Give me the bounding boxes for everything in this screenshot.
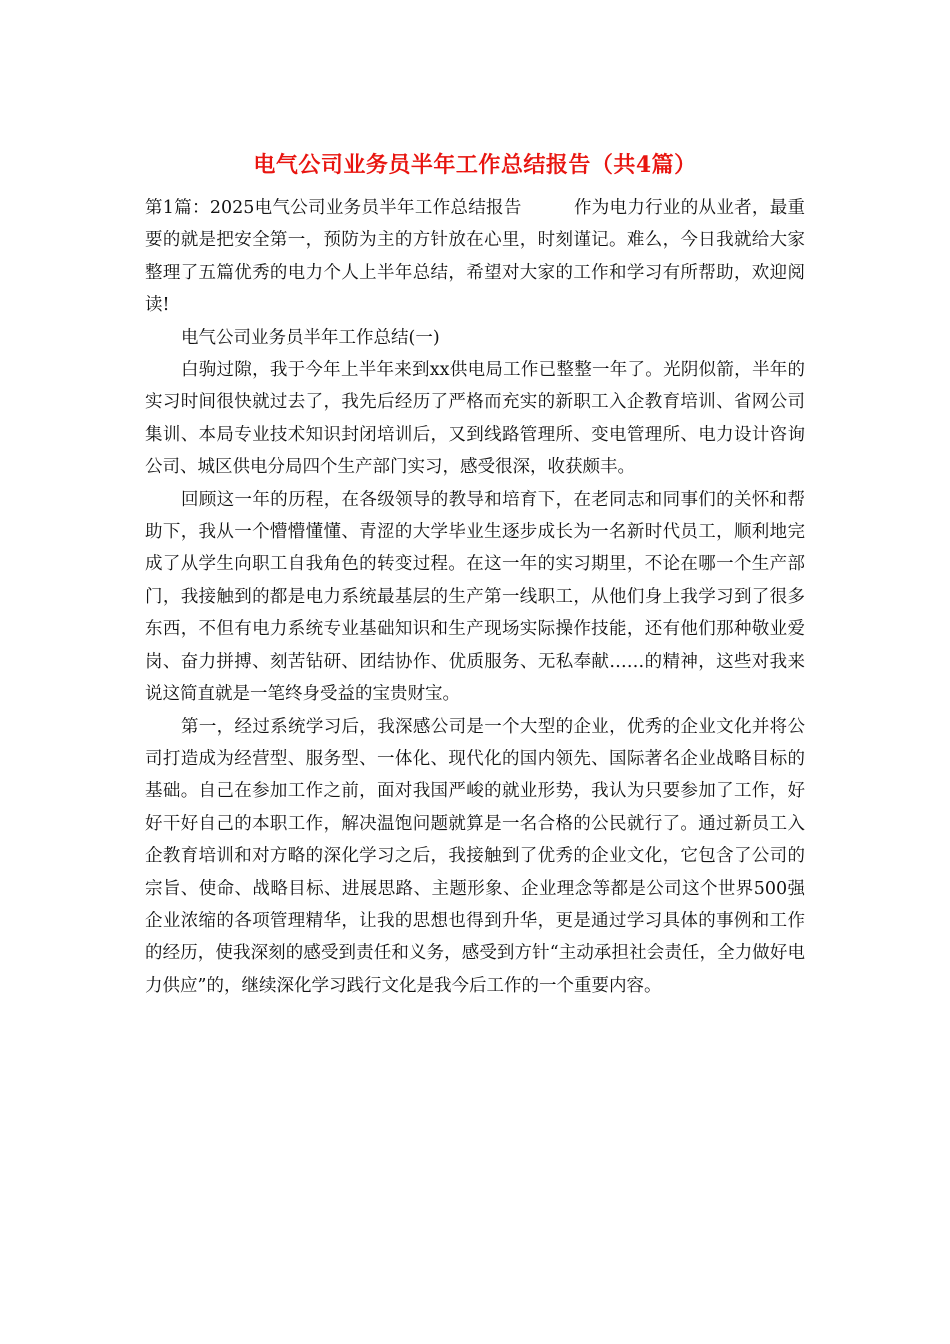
- intro-text: 作为电力行业的从业者，最重要的就是把安全第一，预防为主的方针放在心里，时刻谨记。难么，今日我就给大家整理了五篇优秀的电力个人上半年总结，希望对大家的工作和学习有所帮助，欢迎阅读!: [145, 198, 806, 316]
- intro-heading: 第1篇：2025电气公司业务员半年工作总结报告: [145, 198, 522, 218]
- body-paragraph-1: 白驹过隙，我于今年上半年来到xx供电局工作已整整一年了。光阴似箭，半年的实习时间很快就过去了，我先后经历了严格而充实的新职工入企教育培训、省网公司集训、本局专业技术知识封闭培训后，又到线路管理所、变电管理所、电力设计咨询公司、城区供电分局四个生产部门实习，感受很深，收获颇丰。: [145, 360, 805, 478]
- body-paragraph-2: 回顾这一年的历程，在各级领导的教导和培育下，在老同志和同事们的关怀和帮助下，我从一个懵懵懂懂、青涩的大学毕业生逐步成长为一名新时代员工，顺利地完成了从学生向职工自我角色的转变过程。在这一年的实习期里，不论在哪一个生产部门，我接触到的都是电力系统最基层的生产第一线职工，从他们身上我学习到了很多东西，不但有电力系统专业基础知识和生产现场实际操作技能，还有他们那种敬业爱岗、奋力拼搏、刻苦钻研、团结协作、优质服务、无私奉献……的精神，这些对我来说这简直就是一笔终身受益的宝贵财宝。: [145, 489, 805, 705]
- section-heading: 电气公司业务员半年工作总结(一): [181, 327, 440, 348]
- document-title: 电气公司业务员半年工作总结报告（共4篇）: [253, 152, 697, 178]
- body-paragraph-3: 第一，经过系统学习后，我深感公司是一个大型的企业，优秀的企业文化并将公司打造成为经营型、服务型、一体化、现代化的国内领先、国际著名企业战略目标的基础。自己在参加工作之前，面对我国严峻的就业形势，我认为只要参加了工作，好好干好自己的本职工作，解决温饱问题就算是一名合格的公民就行了。通过新员工入企教育培训和对方略的深化学习之后，我接触到了优秀的企业文化，它包含了公司的宗旨、使命、战略目标、进展思路、主题形象、企业理念等都是公司这个世界500强企业浓缩的各项管理精华，让我的思想也得到升华，更是通过学习具体的事例和工作的经历，使我深刻的感受到责任和义务，感受到方针“主动承担社会责任，全力做好电力供应”的，继续深化学习践行文化是我今后工作的一个重要内容。: [145, 716, 805, 996]
- intro-paragraph: [145, 192, 805, 322]
- document-page: [145, 146, 805, 1002]
